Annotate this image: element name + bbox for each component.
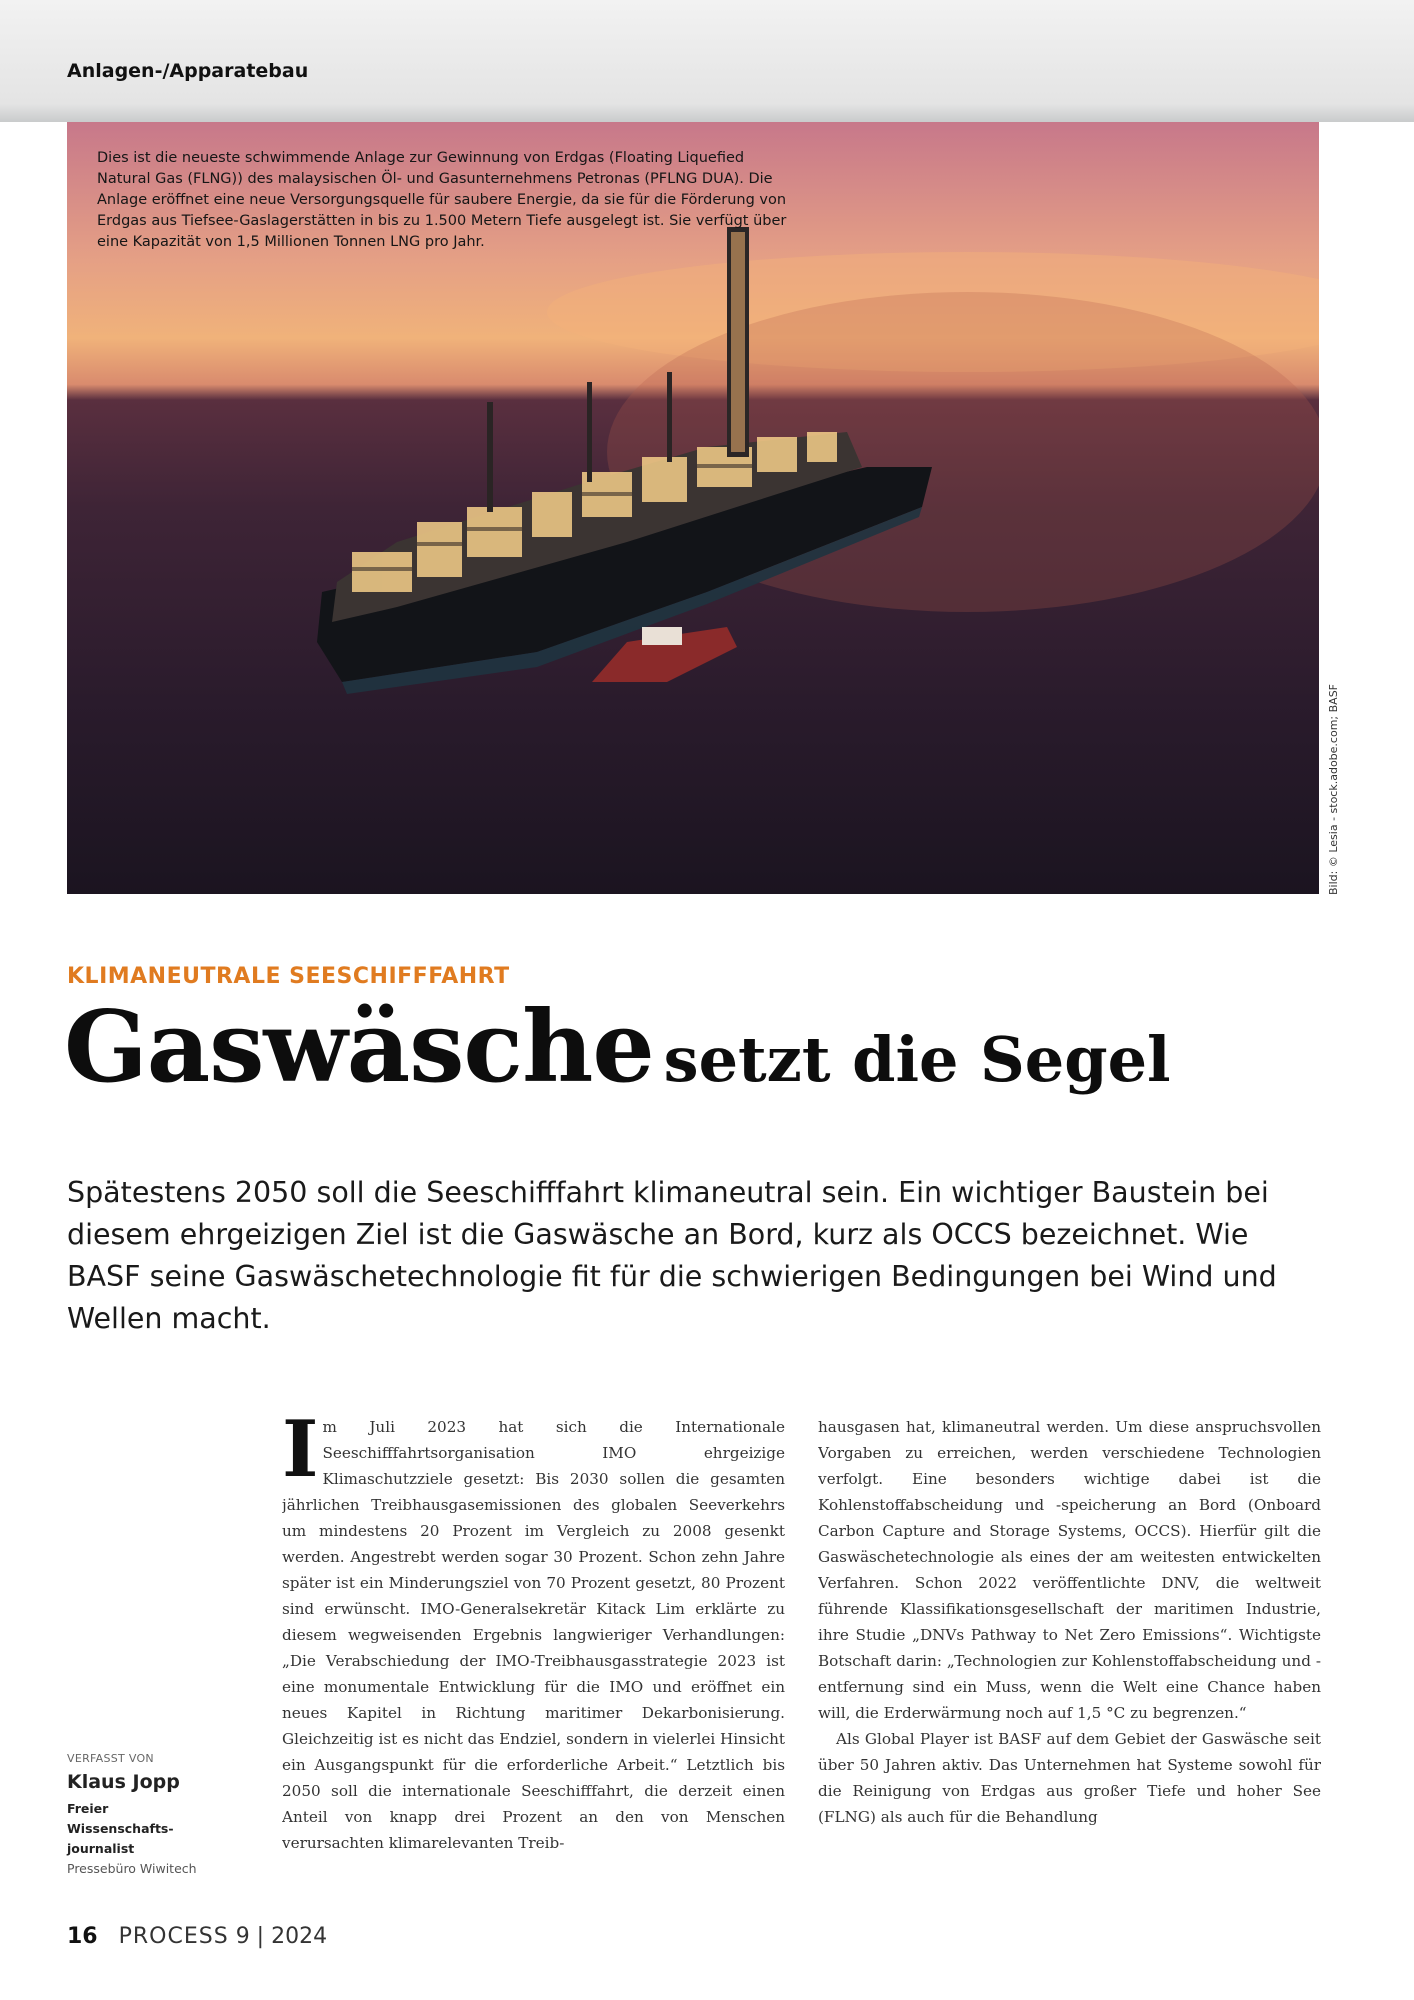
page-number: 16 <box>67 1924 98 1949</box>
body-column-1 <box>282 1414 785 1884</box>
photo-credit: Bild: © Lesia - stock.adobe.com; BASF <box>1327 684 1340 895</box>
body-paragraph: Als Global Player ist BASF auf dem Gebiet der Gaswäsche seit über 50 Jahren aktiv. Das Unternehmen hat Systeme sowohl für die Reinigung von Erdgas aus großer Tiefe und hoher See (FLNG) als auch für die Behandlung <box>818 1730 1321 1826</box>
drop-cap: I <box>282 1414 319 1495</box>
body-text-col1: m Juli 2023 hat sich die Internationale Seeschifffahrtsorganisation IMO ehrgeizige Klimaschutzziele gesetzt: Bis 2030 sollen die gesamten jährlichen Treibhausgasemissionen des globalen Seeverkehrs um mindestens 20 Prozent im Vergleich zu 2008 gesenkt werden. Angestrebt werden sogar 30 Prozent. Schon zehn Jahre später ist ein Minderungsziel von 70 Prozent gesetzt, 80 Prozent sind erwünscht. IMO-Generalsekretär Kitack Lim erklärte zu diesem wegweisenden Ergebnis langwieriger Verhandlungen: „Die Verabschiedung der IMO-Treibhausgasstrategie 2023 ist eine monumentale Entwicklung für die IMO und eröffnet ein neues Kapitel in Richtung maritimer Dekarbonisierung. Gleichzeitig ist es nicht das Endziel, sondern in vielerlei Hinsicht ein Ausgangspunkt für die erforderliche Arbeit.“ Letztlich bis 2050 soll die internationale Seeschifffahrt, die derzeit einen Anteil von knapp drei Prozent an den von Menschen verursachten klimarelevanten Treib- <box>282 1418 785 1852</box>
page-footer <box>67 1924 327 1949</box>
body-column-2 <box>818 1414 1321 1884</box>
article-headline <box>64 990 1171 1105</box>
author-role: Freier Wissenschafts-journalist <box>67 1801 174 1856</box>
article-lead: Spätestens 2050 soll die Seeschifffahrt klimaneutral sein. Ein wichtiger Baustein bei diesem ehrgeizigen Ziel ist die Gaswäsche an Bord, kurz als OCCS bezeichnet. Wie BASF seine Gaswäschetechnologie fit für die schwierigen Bedingungen bei Wind und Wellen macht. <box>67 1176 1277 1335</box>
issue-number: 9 | 2024 <box>235 1924 328 1949</box>
author-name: Klaus Jopp <box>67 1771 180 1793</box>
magazine-name: PROCESS <box>118 1924 229 1949</box>
flng-photo <box>67 122 1319 894</box>
article-kicker: KLIMANEUTRALE SEESCHIFFFAHRT <box>67 964 510 989</box>
byline <box>67 1752 267 1876</box>
headline-main: Gaswäsche <box>64 990 654 1105</box>
headline-rest: setzt die Segel <box>663 1023 1171 1096</box>
body-paragraph: hausgasen hat, klimaneutral werden. Um diese anspruchsvollen Vorgaben zu erreichen, werden verschiedene Technologien verfolgt. Eine besonders wichtige dabei ist die Kohlenstoffabscheidung und -speicherung an Bord (Onboard Carbon Capture and Storage Systems, OCCS). Hierfür gilt die Gaswäschetechnologie als eines der am weitesten entwickelten Verfahren. Schon 2022 veröffentlichte DNV, die weltweit führende Klassifikationsgesellschaft der maritimen Industrie, ihre Studie „DNVs Pathway to Net Zero Emissions“. Wichtigste Botschaft darin: „Technologien zur Kohlenstoffabscheidung und -entfernung sind ein Muss, wenn die Welt eine Chance haben will, die Erderwärmung noch auf 1,5 °C zu begrenzen.“ <box>818 1418 1321 1722</box>
author-org: Pressebüro Wiwitech <box>67 1861 197 1876</box>
section-label: Anlagen-/Apparatebau <box>67 60 309 82</box>
photo-caption: Dies ist die neueste schwimmende Anlage zur Gewinnung von Erdgas (Floating Liquefied Natural Gas (FLNG)) des malaysischen Öl- und Gasunternehmens Petronas (PFLNG DUA). Die Anlage eröffnet eine neue Versorgungsquelle für saubere Energie, da sie für die Förderung von Erdgas aus Tiefsee-Gaslagerstätten in bis zu 1.500 Metern Tiefe ausgelegt ist. Sie verfügt über eine Kapazität von 1,5 Millionen Tonnen LNG pro Jahr. <box>97 150 787 250</box>
byline-label: VERFASST VON <box>67 1752 154 1765</box>
